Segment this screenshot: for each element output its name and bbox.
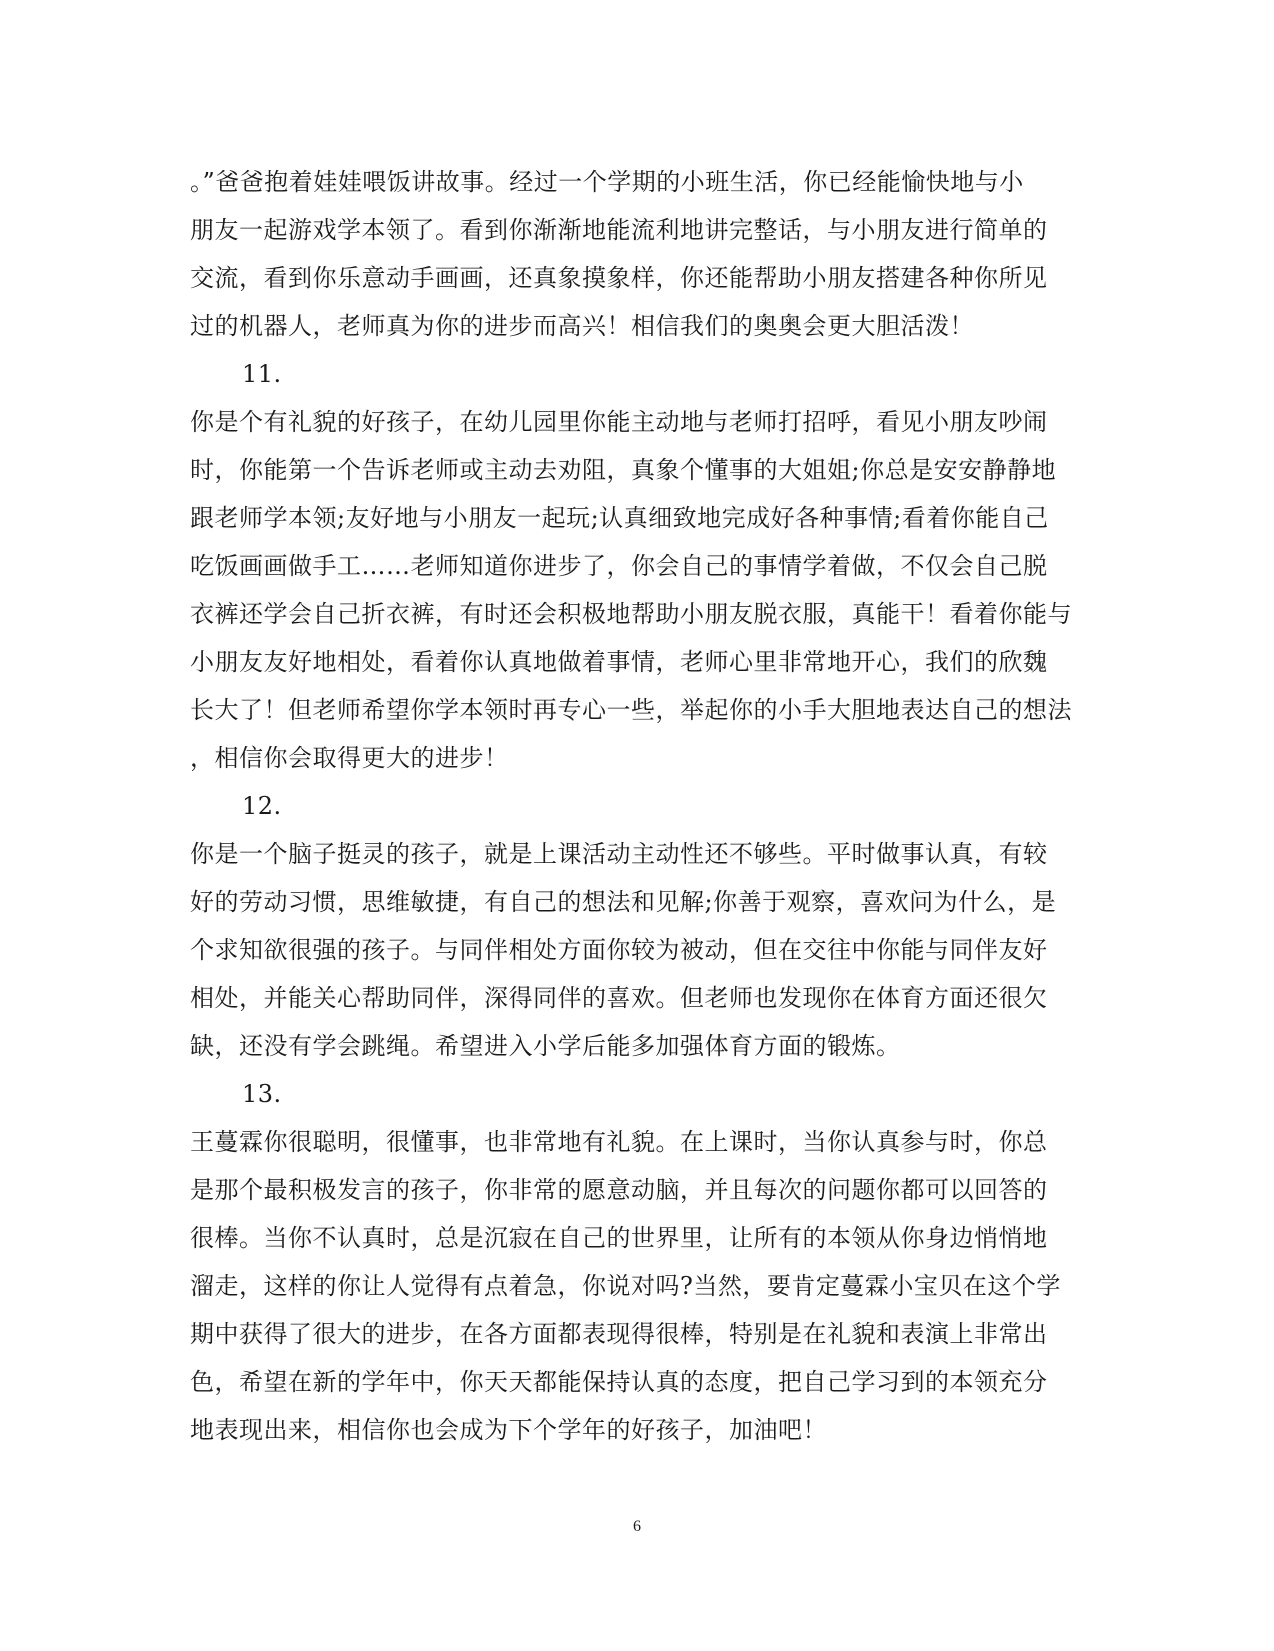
paragraph-line: 小朋友友好地相处，看着你认真地做着事情，老师心里非常地开心，我们的欣魏 [190,648,1048,676]
paragraph-line: 朋友一起游戏学本领了。看到你渐渐地能流利地讲完整话，与小朋友进行简单的 [190,216,1048,244]
document-body [190,158,1090,1454]
page-number: 6 [633,1518,641,1535]
paragraph-line: 期中获得了很大的进步，在各方面都表现得很棒，特别是在礼貌和表演上非常出 [190,1320,1048,1348]
paragraph-line: 你是个有礼貌的好孩子，在幼儿园里你能主动地与老师打招呼，看见小朋友吵闹 [190,408,1048,436]
paragraph-line: 缺，还没有学会跳绳。希望进入小学后能多加强体育方面的锻炼。 [190,1032,901,1060]
paragraph-line: 你是一个脑子挺灵的孩子，就是上课活动主动性还不够些。平时做事认真，有较 [190,840,1048,868]
paragraph-line: 溜走，这样的你让人觉得有点着急，你说对吗?当然，要肯定蔓霖小宝贝在这个学 [190,1272,1061,1300]
paragraph-line: 好的劳动习惯，思维敏捷，有自己的想法和见解;你善于观察，喜欢问为什么，是 [190,888,1057,916]
paragraph-line: 地表现出来，相信你也会成为下个学年的好孩子，加油吧！ [190,1416,827,1444]
paragraph-line: 。”爸爸抱着娃娃喂饭讲故事。经过一个学期的小班生活，你已经能愉快地与小 [190,168,1024,196]
paragraph-line: 跟老师学本领;友好地与小朋友一起玩;认真细致地完成好各种事情;看着你能自己 [190,504,1049,532]
paragraph-line: 吃饭画画做手工……老师知道你进步了，你会自己的事情学着做，不仅会自己脱 [190,552,1048,580]
paragraph-line: 是那个最积极发言的孩子，你非常的愿意动脑，并且每次的问题你都可以回答的 [190,1176,1048,1204]
section-number: 12. [242,792,282,820]
paragraph [190,830,1090,1070]
paragraph-line: 长大了！但老师希望你学本领时再专心一些，举起你的小手大胆地表达自己的想法 [190,696,1072,724]
paragraph-line: ，相信你会取得更大的进步！ [190,744,509,772]
paragraph-line: 相处，并能关心帮助同伴，深得同伴的喜欢。但老师也发现你在体育方面还很欠 [190,984,1048,1012]
section-number: 11. [242,360,282,388]
paragraph [190,398,1090,782]
paragraph-line: 交流，看到你乐意动手画画，还真象摸象样，你还能帮助小朋友搭建各种你所见 [190,264,1048,292]
paragraph-line: 色，希望在新的学年中，你天天都能保持认真的态度，把自己学习到的本领充分 [190,1368,1048,1396]
paragraph-line: 过的机器人，老师真为你的进步而高兴！相信我们的奥奥会更大胆活泼！ [190,312,974,340]
paragraph-line: 王蔓霖你很聪明，很懂事，也非常地有礼貌。在上课时，当你认真参与时，你总 [190,1128,1048,1156]
paragraph-line: 很棒。当你不认真时，总是沉寂在自己的世界里，让所有的本领从你身边悄悄地 [190,1224,1048,1252]
paragraph [190,1118,1090,1454]
section-number: 13. [242,1080,282,1108]
paragraph-line: 时，你能第一个告诉老师或主动去劝阻，真象个懂事的大姐姐;你总是安安静静地 [190,456,1057,484]
paragraph [190,158,1090,350]
paragraph-line: 个求知欲很强的孩子。与同伴相处方面你较为被动，但在交往中你能与同伴友好 [190,936,1048,964]
paragraph-line: 衣裤还学会自己折衣裤，有时还会积极地帮助小朋友脱衣服，真能干！看着你能与 [190,600,1072,628]
